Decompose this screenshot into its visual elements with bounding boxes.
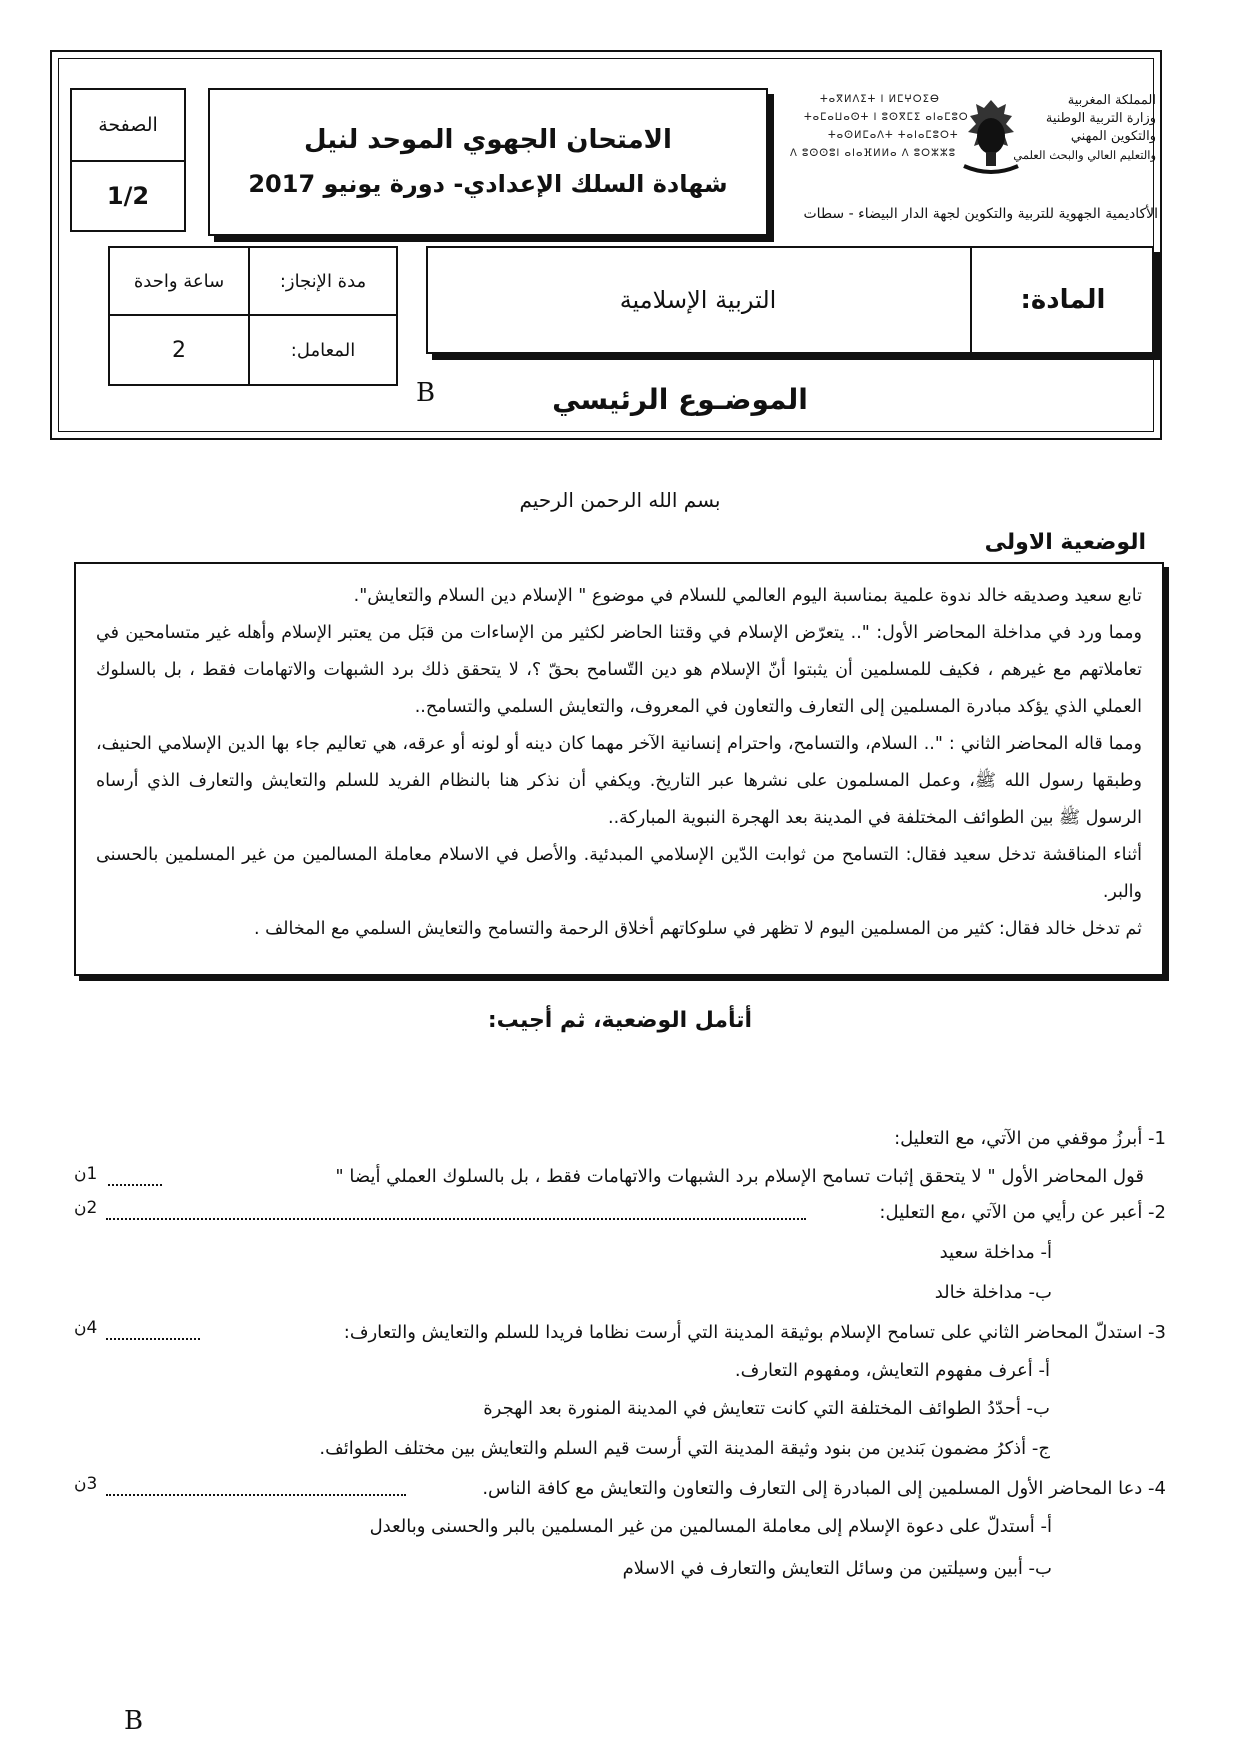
question-1-title: 1- أبرزُ موقفي من الآتي، مع التعليل: — [894, 1128, 1166, 1149]
question-4-points: 3ن — [74, 1474, 98, 1494]
footer-version-mark: B — [124, 1706, 144, 1736]
version-mark: B — [416, 378, 436, 408]
question-3a: أ- أعرف مفهوم التعايش، ومفهوم التعارف. — [734, 1360, 1050, 1381]
situation-title: الوضعية الاولى — [984, 530, 1146, 555]
ministry-tifinagh-line: ⵜⴰⵎⴰⵡⴰⵙⵜ ⵏ ⵓⵙⴳⵎⵉ ⴰⵏⴰⵎⵓⵔ — [804, 112, 969, 123]
question-4b: ب- أبين وسيلتين من وسائل التعايش والتعارف في الاسلام — [622, 1558, 1052, 1579]
question-2-points: 2ن — [74, 1198, 98, 1218]
question-2b: ب- مداخلة خالد — [934, 1282, 1052, 1303]
question-1-text: قول المحاضر الأول " لا يتحقق إثبات تسامح الإسلام برد الشبهات والاتهامات فقط ، بل بالسلوك العملي أيضا " — [335, 1166, 1144, 1187]
question-1-points: 1ن — [74, 1164, 98, 1184]
question-2-title: 2- أعبر عن رأيي من الآتي ،مع التعليل: — [879, 1202, 1166, 1223]
royal-emblem-icon — [956, 96, 1026, 180]
question-4a: أ- أستدلّ على دعوة الإسلام إلى معاملة المسالمين من غير المسلمين بالبر والحسنى وبالعدل — [369, 1516, 1052, 1537]
answer-dots — [106, 1338, 200, 1340]
question-3-title: 3- استدلّ المحاضر الثاني على تسامح الإسلام بوثيقة المدينة التي أرست نظاما فريدا للسلم والتعايش والتعارف: — [343, 1322, 1166, 1343]
exam-title-line1: الامتحان الجهوي الموحد لنيل — [304, 125, 672, 155]
situation-paragraph: ثم تدخل خالد فقال: كثير من المسلمين اليوم لا تظهر في سلوكاتهم أخلاق الرحمة والتسامح والتعايش السلمي مع المخالف . — [253, 919, 1142, 939]
ministry-tifinagh-line: ⵜⴰⴳⵍⴷⵉⵜ ⵏ ⵍⵎⵖⵔⵉⴱ — [820, 94, 940, 105]
page-number: 1/2 — [70, 160, 186, 232]
question-4-title: 4- دعا المحاضر الأول المسلمين إلى المبادرة إلى التعارف والتعاون والتعايش مع كافة الناس. — [482, 1478, 1166, 1499]
ministry-line: والتكوين المهني — [1070, 129, 1156, 144]
main-topic: الموضـوع الرئيسي — [552, 382, 808, 416]
academy-name: الأكاديمية الجهوية للتربية والتكوين لجهة الدار البيضاء - سطات — [803, 206, 1158, 222]
ministry-line: المملكة المغربية — [1067, 93, 1156, 108]
situation-paragraph: أثناء المناقشة تدخل سعيد فقال: التسامح من ثوابت الدّين الإسلامي المبدئية. والأصل في الاسلام معاملة المسالمين من غير المسلمين بالحسنى والبر. — [96, 845, 1142, 902]
situation-paragraph: ومما قاله المحاضر الثاني : ".. السلام، والتسامح، واحترام إنسانية الآخر مهما كان دينه أو لونه أو عرقه، هي تعاليم جاء بها الدين الإسلامي الحنيف، وطبقها رسول الله ﷺ، وعمل المسلمون على نشرها عبر التاريخ. ويكفي أن نذكر هنا بالنظام الفريد للسلم والتعايش والتعارف الذي أرساه الرسول ﷺ بين الطوائف المختلفة في المدينة بعد الهجرة النبوية المباركة.. — [96, 734, 1142, 828]
question-3b: ب- أحدّدُ الطوائف المختلفة التي كانت تتعايش في المدينة المنورة بعد الهجرة — [483, 1398, 1050, 1419]
subject-value: التربية الإسلامية — [619, 286, 777, 314]
duration-value: ساعة واحدة — [108, 246, 250, 316]
situation-paragraph: تابع سعيد وصديقه خالد ندوة علمية بمناسبة اليوم العالمي للسلام في موضوع " الإسلام دين السلام والتعايش". — [353, 586, 1142, 606]
basmala: بسم الله الرحمن الرحيم — [519, 488, 721, 512]
answer-dots — [106, 1494, 406, 1496]
instruction: أتأمل الوضعية، ثم أجيب: — [487, 1008, 753, 1033]
exam-title-line2: شهادة السلك الإعدادي- دورة يونيو 2017 — [248, 170, 728, 198]
duration-label: مدة الإنجاز: — [250, 246, 398, 316]
coefficient-value: 2 — [108, 316, 250, 386]
ministry-line: وزارة التربية الوطنية — [1045, 111, 1156, 126]
situation-text-box — [74, 562, 1164, 976]
subject-label: المادة: — [970, 246, 1154, 354]
question-3-points: 4ن — [74, 1318, 98, 1338]
page-label: الصفحة — [70, 88, 186, 160]
coefficient-label: المعامل: — [250, 316, 398, 386]
situation-paragraph: ومما ورد في مداخلة المحاضر الأول: ".. يتعرّض الإسلام في وقتنا الحاضر لكثير من الإساءات من قبَل من يعتبر الإسلام وأهله غير متسامحين في تعاملاتهم مع غيرهم ، فكيف للمسلمين أن يثبتوا أنّ الإسلام هو دين التّسامح بحقّ ؟، لا يتحقق ذلك برد الشبهات والاتهامات فقط ، بل بالسلوك العملي الذي يؤكد مبادرة المسلمين إلى التعارف والتعاون في المعروف، والتعايش السلمي والتسامح.. — [96, 623, 1142, 717]
ministry-tifinagh-line: ⴷ ⵓⵙⵙⵓⵏ ⴰⵏⴰⴼⵍⵍⴰ ⴷ ⵓⵔⵣⵣⵓ — [790, 148, 957, 159]
ministry-line: والتعليم العالي والبحث العلمي — [1013, 148, 1156, 162]
question-2a: أ- مداخلة سعيد — [939, 1242, 1052, 1263]
ministry-tifinagh-line: ⵜⴰⵙⵍⵎⴰⴷⵜ ⵜⴰⵏⴰⵎⵓⵔⵜ — [828, 130, 959, 141]
answer-dots — [106, 1218, 806, 1220]
exam-title-box — [208, 88, 768, 236]
question-3c: ج- أذكرُ مضمون بَندين من بنود وثيقة المدينة التي أرست قيم السلم والتعايش بين مختلف الطوائف. — [319, 1438, 1050, 1459]
answer-dots — [108, 1184, 162, 1186]
